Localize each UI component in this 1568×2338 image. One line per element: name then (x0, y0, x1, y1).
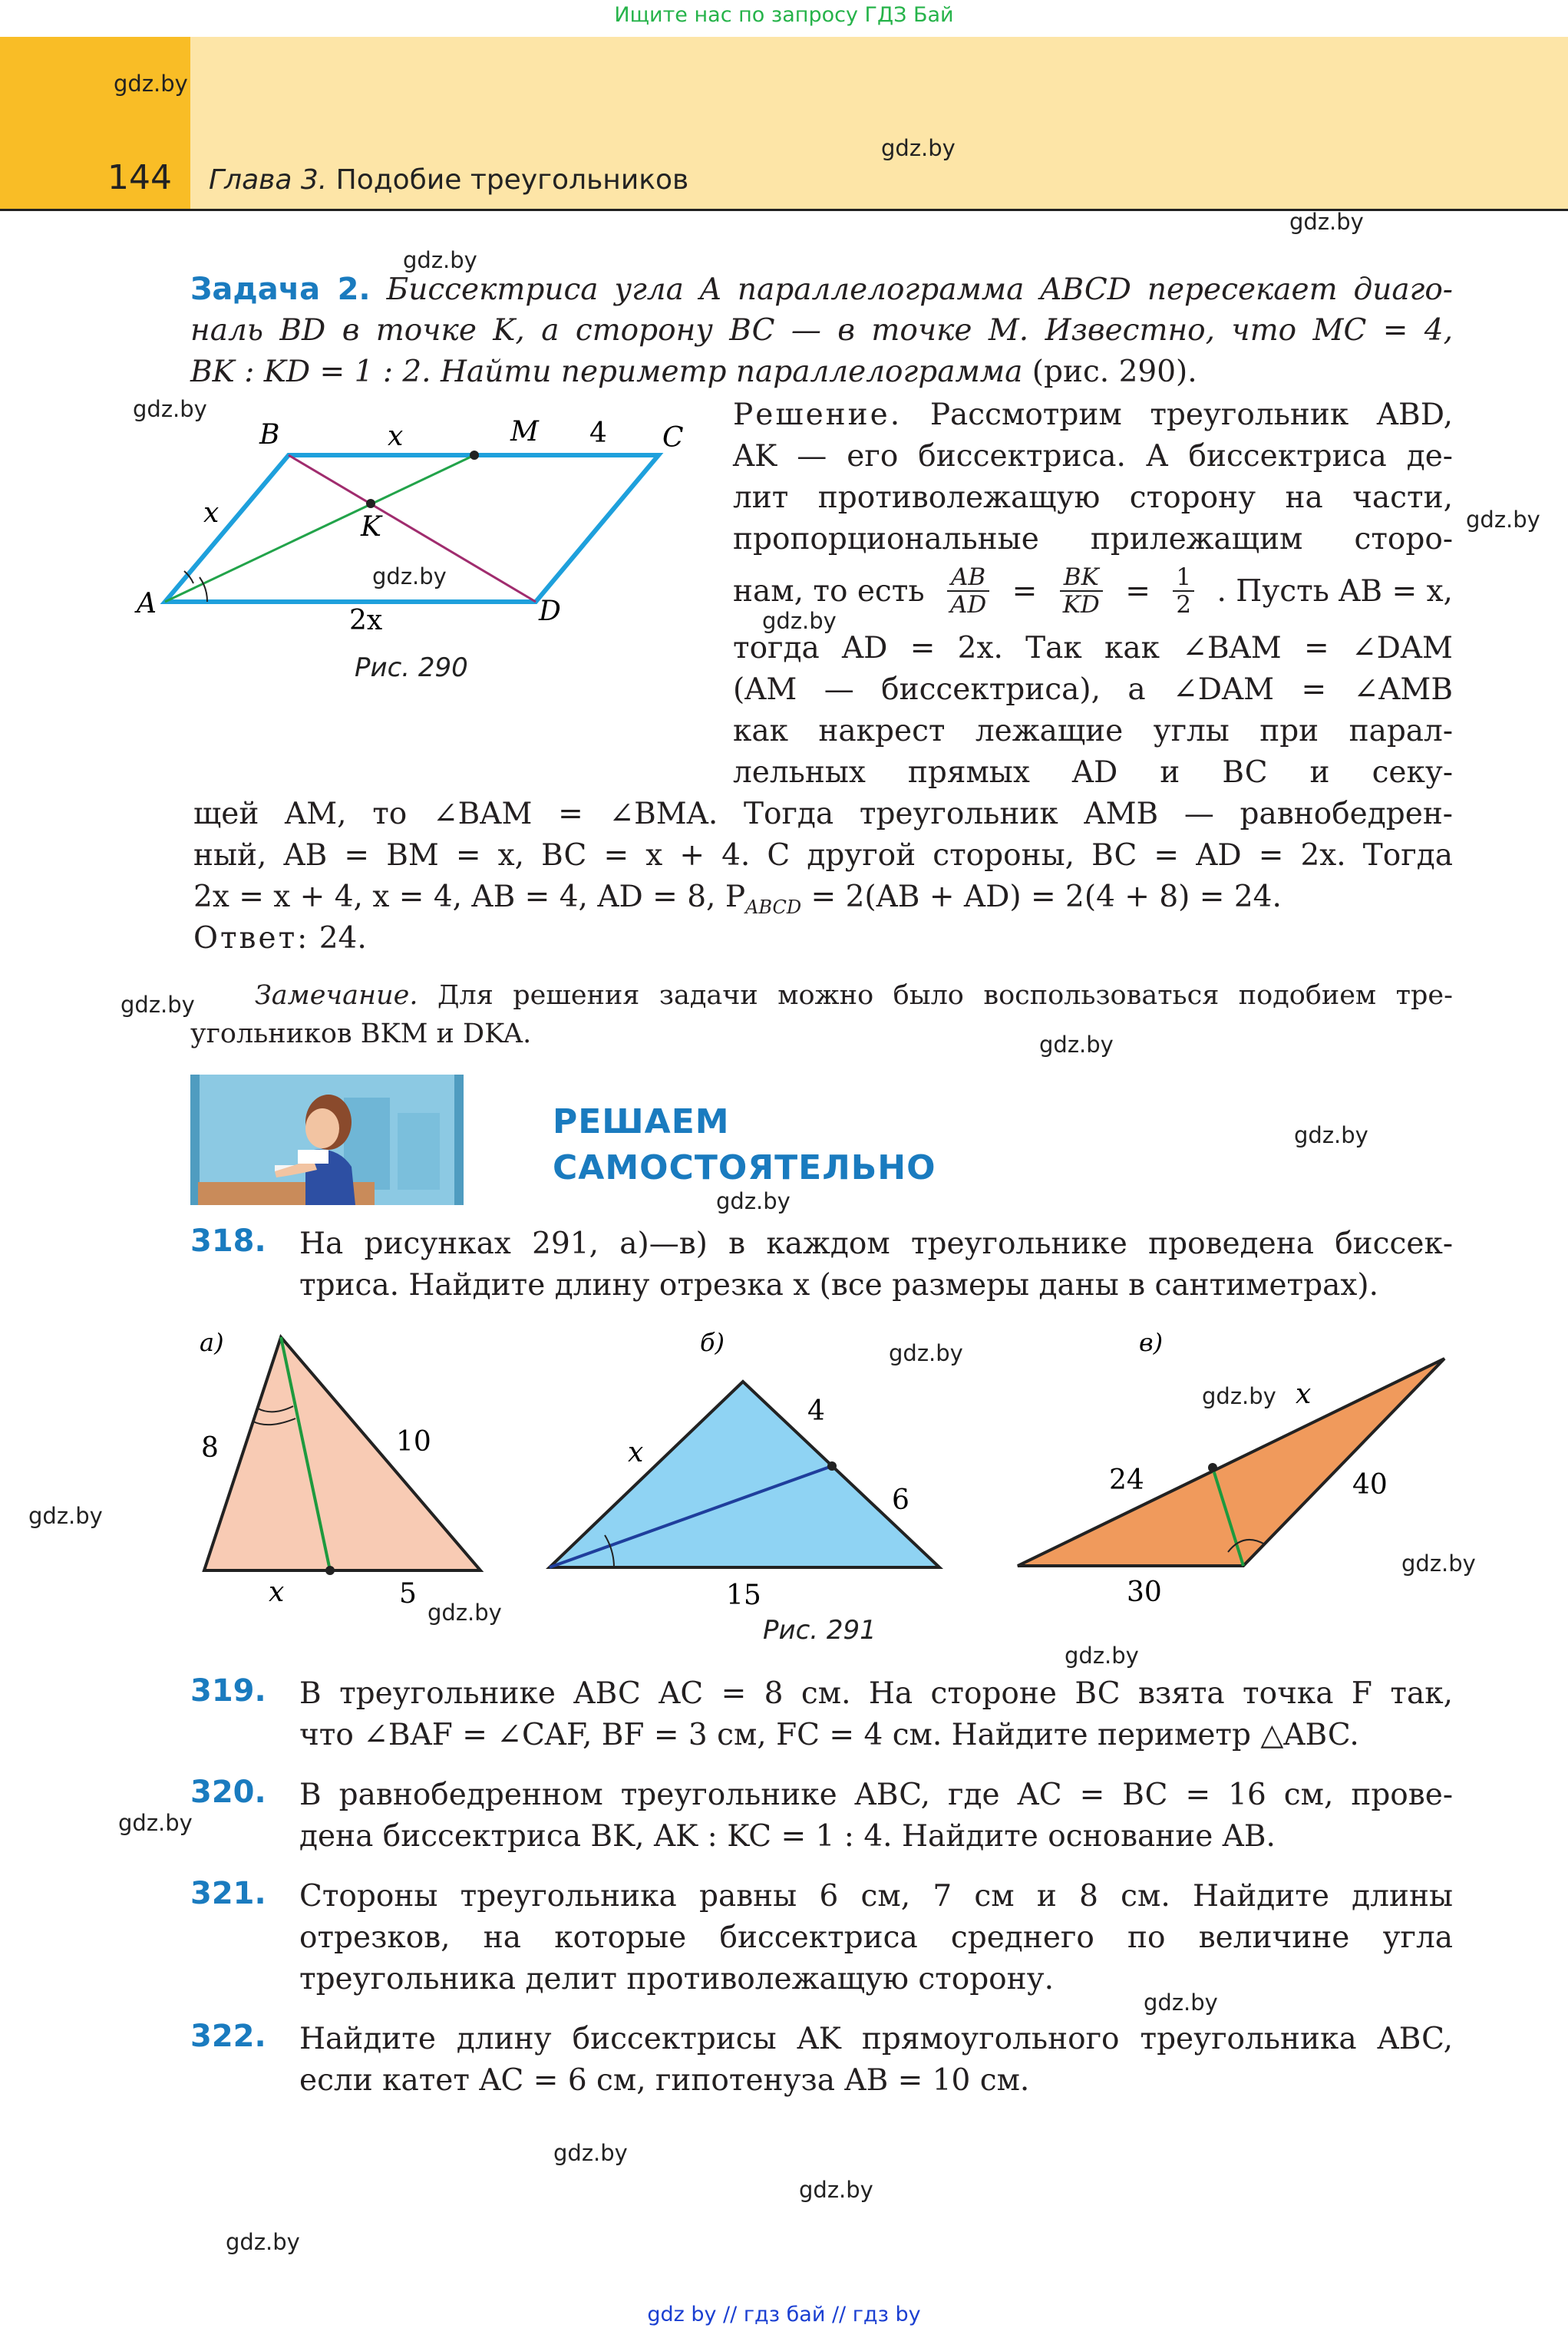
watermark: gdz.by (372, 563, 447, 589)
label-ad: 2x (349, 605, 383, 636)
problem-line: если катет AC = 6 см, гипотенуза AB = 10 см. (299, 2063, 1030, 2098)
label-a: A (137, 588, 157, 619)
watermark: gdz.by (118, 1810, 193, 1836)
foot-a (325, 1566, 335, 1575)
fig-c-right: 40 (1352, 1469, 1388, 1501)
solution-line: тогда AD = 2x. Так как ∠BAM = ∠DAM (733, 631, 1453, 665)
fig-b-tag: б) (700, 1328, 725, 1357)
problem-number: 321. (190, 1876, 266, 1911)
fig-c-base: 30 (1127, 1577, 1162, 1608)
watermark: gdz.by (133, 396, 207, 422)
solution-line: лельных прямых AD и BC и секу- (733, 755, 1453, 790)
watermark: gdz.by (226, 2229, 300, 2255)
fig-b-base: 15 (726, 1580, 761, 1611)
watermark: gdz.by (28, 1503, 103, 1529)
watermark: gdz.by (1294, 1122, 1368, 1148)
problem-line: что ∠BAF = ∠CAF, BF = 3 см, FC = 4 см. Найдите периметр △ABC. (299, 1718, 1359, 1752)
label-c: C (662, 422, 684, 454)
fig-c-x: x (1296, 1379, 1312, 1410)
label-d: D (539, 596, 561, 627)
top-banner[interactable]: Ищите нас по запросу ГДЗ Бай (614, 3, 954, 27)
watermark: gdz.by (1289, 209, 1364, 235)
problem-line: Стороны треугольника равны 6 см, 7 см и 8 см. Найдите длины (299, 1879, 1453, 1914)
foot-b (827, 1461, 837, 1471)
solution-final-line: 2x = x + 4, x = 4, AB = 4, AD = 8, $P_{ABCD} = 2(AB + AD) = 2(4 + 8) = 24$. (193, 880, 1282, 918)
watermark: gdz.by (716, 1188, 791, 1214)
figure-290-caption: Рис. 290 (355, 652, 468, 683)
task-line: наль BD в точке K, а сторону BC — в точке M. Известно, что MC = 4, (190, 313, 1453, 348)
task-line: BK : KD = 1 : 2. Найти периметр параллелограмма (рис. 290). (190, 355, 1197, 389)
foot-c (1208, 1463, 1217, 1472)
problem-line: В треугольнике ABC AC = 8 см. На стороне BC взята точка F так, (299, 1676, 1453, 1711)
fig-a-left: 8 (201, 1432, 219, 1464)
figure-290 (123, 407, 721, 637)
label-b: B (259, 419, 280, 451)
watermark: gdz.by (403, 247, 477, 273)
watermark: gdz.by (1039, 1032, 1114, 1058)
solution-line: как накрест лежащие углы при парал- (733, 714, 1453, 748)
problem-number: 319. (190, 1673, 266, 1709)
solution-line: (AM — биссектриса), а ∠DAM = ∠AMB (733, 672, 1453, 707)
solution-line: ный, AB = BM = x, BC = x + 4. С другой стороны, BC = AD = 2x. Тогда (193, 838, 1453, 873)
problem-line: треугольника делит противолежащую сторону. (299, 1962, 1054, 1996)
problem-line: отрезков, на которые биссектриса среднего по величине угла (299, 1920, 1453, 1955)
label-mc: 4 (589, 418, 607, 449)
solution-line: пропорциональные прилежащим сторо- (733, 522, 1453, 556)
watermark: gdz.by (889, 1340, 963, 1366)
problem-line: В равнобедренном треугольнике ABC, где AC = BC = 16 см, прове- (299, 1778, 1453, 1812)
watermark: gdz.by (553, 2140, 628, 2166)
watermark: gdz.by (1202, 1383, 1276, 1409)
point-k (366, 499, 375, 508)
watermark: gdz.by (120, 992, 195, 1018)
label-bm: x (388, 421, 404, 452)
watermark: gdz.by (1065, 1643, 1139, 1669)
watermark: gdz.by (427, 1600, 502, 1626)
fig-b-left: x (628, 1437, 644, 1468)
fig-c-left: 24 (1109, 1465, 1144, 1496)
watermark: gdz.by (1144, 1990, 1218, 2016)
section-title: РЕШАЕМ САМОСТОЯТЕЛЬНО (553, 1102, 936, 1187)
fraction-ab-ad: $\frac{AB}{AD}$ (947, 564, 989, 618)
solution-line: щей AM, то ∠BAM = ∠BMA. Тогда треугольник AMB — равнобедрен- (193, 797, 1453, 831)
solution-line: лит противолежащую сторону на части, (733, 480, 1453, 515)
note-line: угольников BKM и DKA. (190, 1019, 532, 1049)
label-m: M (510, 416, 539, 447)
chapter-name: Подобие треугольников (335, 164, 689, 196)
solution-line: Решение. Рассмотрим треугольник ABD, (733, 398, 1453, 432)
fig-a-x: x (269, 1577, 285, 1608)
task-line: Задача 2. Биссектриса угла A параллелограмма ABCD пересекает диаго- (190, 272, 1453, 307)
footer-links[interactable]: gdz by // гдз бай // гдз by (647, 2303, 921, 2326)
answer-line: Ответ: 24. (193, 921, 367, 956)
triangle-c (1018, 1359, 1444, 1566)
ratio-line: нам, то есть $\frac{AB}{AD}$ = $\frac{BK}{KD}$ = $\frac{1}{2}$ . Пусть AB = x, (733, 563, 1453, 619)
fig-c-tag: в) (1139, 1328, 1164, 1357)
fig-a-tag: а) (200, 1328, 224, 1357)
fig-b-top: 4 (807, 1395, 825, 1427)
fig-a-right: 10 (396, 1426, 431, 1458)
fig-b-right: 6 (892, 1484, 909, 1516)
student-illustration (190, 1075, 464, 1205)
watermark: gdz.by (799, 2177, 873, 2203)
point-m (470, 451, 479, 460)
problem-line: дена биссектриса BK, AK : KC = 1 : 4. Найдите основание AB. (299, 1819, 1276, 1854)
watermark: gdz.by (1401, 1550, 1476, 1577)
watermark: gdz.by (1466, 507, 1540, 533)
angle-arc (200, 577, 207, 602)
label-k: K (361, 511, 381, 543)
page-number: 144 (107, 158, 172, 197)
watermark: gdz.by (762, 608, 837, 634)
chapter-title (209, 164, 688, 196)
figure-291-caption: Рис. 291 (763, 1615, 876, 1646)
watermark: gdz.by (881, 135, 956, 161)
problem-number: 320. (190, 1775, 266, 1810)
solution-line: AK — его биссектриса. А биссектриса де- (733, 439, 1453, 474)
watermark: gdz.by (114, 71, 188, 97)
chapter-prefix: Глава 3. (209, 164, 328, 196)
figure-291 (184, 1320, 1458, 1643)
note-line: Замечание. Для решения задачи можно было воспользоваться подобием тре- (255, 980, 1453, 1011)
task-label: Задача 2. (190, 272, 371, 307)
problem-number: 322. (190, 2019, 266, 2054)
triangle-a (204, 1337, 480, 1570)
fraction-bk-kd: $\frac{BK}{KD}$ (1060, 564, 1103, 618)
label-ab: x (203, 497, 220, 529)
problem-number: 318. (190, 1223, 266, 1259)
fraction-one-half: $\frac{1}{2}$ (1173, 564, 1194, 618)
problem-line: На рисунках 291, а)—в) в каждом треугольнике проведена биссек- (299, 1227, 1453, 1261)
problem-line: триса. Найдите длину отрезка x (все размеры даны в сантиметрах). (299, 1268, 1378, 1303)
problem-line: Найдите длину биссектрисы AK прямоугольного треугольника ABC, (299, 2022, 1453, 2056)
diagonal-bd (289, 455, 536, 602)
fig-a-5: 5 (399, 1578, 417, 1610)
